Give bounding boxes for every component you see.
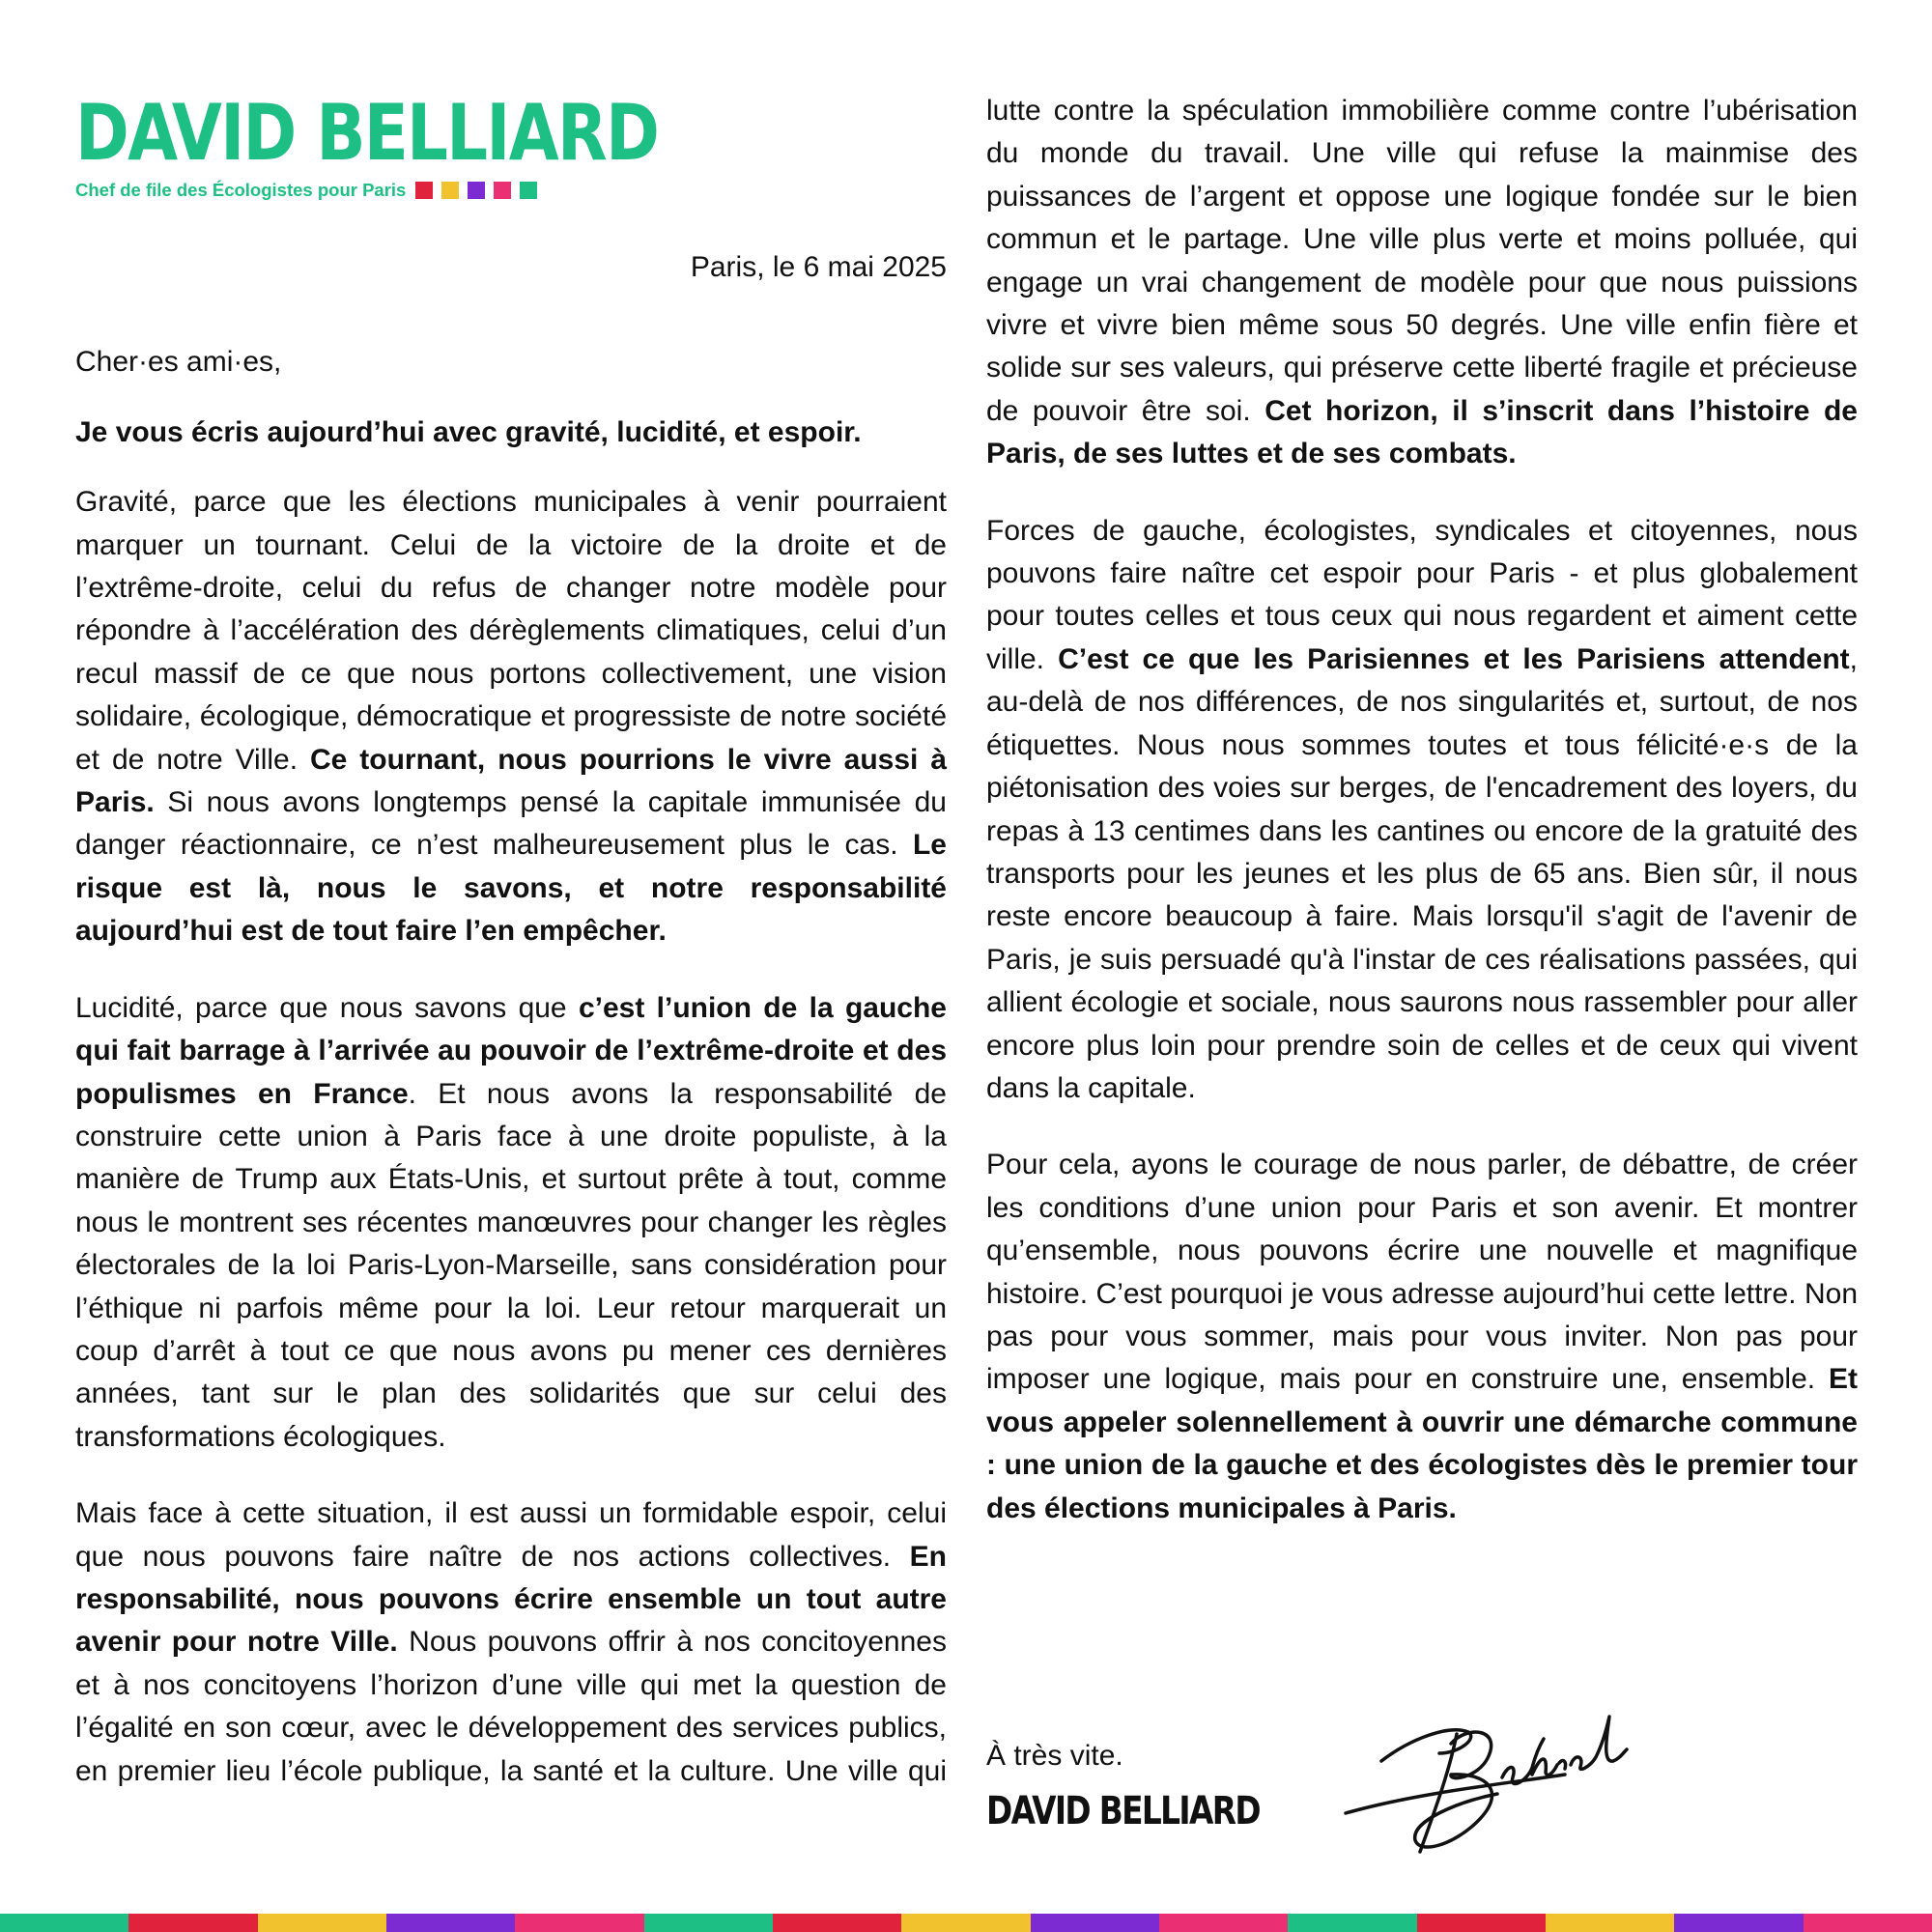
color-square: [494, 182, 511, 199]
brand-tagline: Chef de file des Écologistes pour Paris: [75, 180, 407, 200]
paragraph-text: Lucidité, parce que nous savons que: [75, 991, 579, 1024]
footer-stripe-segment: [1417, 1914, 1546, 1932]
footer-stripe-segment: [1031, 1914, 1159, 1932]
color-square: [520, 182, 537, 199]
letter-intro: [75, 412, 947, 454]
paragraph-lucidite: [75, 987, 947, 1459]
paragraph-text: lutte contre la spéculation immobilière comme contre l’ubérisation du monde du travail. Une ville qui refuse la mainmise des puissances de l’argent et oppose une logique fondée sur le bien commun et le partage. Une ville plus verte et moins polluée, qui engage un vrai changement de modèle pour que nous puissions vivre et vivre bien même sous 50 degrés. Une ville enfin fière et solide sur ses valeurs, qui préserve cette liberté fragile et précieuse de pouvoir être soi.: [986, 95, 1858, 427]
paragraph-emphasis: En responsabilité, nous pouvons écrire ensemble un tout autre avenir pour notre Ville.: [75, 1540, 947, 1659]
paragraph-emphasis: Et vous appeler solennellement à ouvrir une démarche commune : une union de la gauche et des écologistes dès le premier tour des élections municipales à Paris.: [986, 1363, 1858, 1524]
handwritten-signature: [1343, 1686, 1662, 1860]
paragraph-text: Mais face à cette situation, il est aussi un formidable espoir, celui que nous pouvons faire naître de nos actions collectives.: [75, 1497, 947, 1573]
paragraph-text: , au-delà de nos différences, de nos singularités et, surtout, de nos étiquettes. Nous nous sommes toutes et tous félicité·e·s de la piétonisation des voies sur berges, de l'encadrement des loyers, du repas à 13 centimes dans les cantines ou encore de la gratuité des transports pour les jeunes et les plus de 65 ans. Bien sûr, il nous reste encore beaucoup à faire. Mais lorsqu'il s'agit de l'avenir de Paris, je suis persuadé qu'à l'instar de ces réalisations passées, qui allient écologie et sociale, nous saurons nous rassembler pour aller encore plus loin pour prendre soin de celles et de ceux qui vivent dans la capitale.: [986, 642, 1858, 1104]
paragraph-text: Si nous avons longtemps pensé la capitale immunisée du danger réactionnaire, ce n’est malheureusement plus le cas.: [75, 786, 947, 862]
footer-stripe-segment: [386, 1914, 515, 1932]
letter-date: Paris, le 6 mai 2025: [690, 251, 947, 283]
letter-column-left: [75, 246, 947, 1827]
paragraph-espoir-continued: [986, 90, 1858, 476]
paragraph-emphasis: Cet horizon, il s’inscrit dans l’histoire de Paris, de ses luttes et de ses combats.: [986, 394, 1858, 470]
closing-line: À très vite.: [986, 1740, 1123, 1772]
color-square: [468, 182, 485, 199]
letterhead: [75, 88, 769, 201]
paragraph-forces: [986, 510, 1858, 1111]
paragraph-emphasis: c’est l’union de la gauche qui fait barrage à l’arrivée au pouvoir de l’extrême-droite et des populismes en France: [75, 991, 947, 1110]
color-square: [441, 182, 459, 199]
footer-stripe-segment: [901, 1914, 1030, 1932]
paragraph-emphasis: C’est ce que les Parisiennes et les Parisiens attendent: [1058, 642, 1850, 675]
paragraph-emphasis: Le risque est là, nous le savons, et notre responsabilité aujourd’hui est de tout faire l’en empêcher.: [75, 829, 947, 948]
signature-name: DAVID BELLIARD: [986, 1789, 1260, 1833]
footer-stripe-segment: [1159, 1914, 1288, 1932]
footer-stripe-segment: [0, 1914, 128, 1932]
letter-greeting: Cher·es ami·es,: [75, 346, 282, 379]
footer-stripe-segment: [258, 1914, 386, 1932]
paragraph-text: . Et nous avons la responsabilité de construire cette union à Paris face à une droite populiste, à la manière de Trump aux États-Unis, et surtout prête à tout, comme nous le montrent ses récentes manœuvres pour changer les règles électorales de la loi Paris-Lyon-Marseille, sans considération pour l’éthique ni parfois même pour la loi. Leur retour marquerait un coup d’arrêt à tout ce que nous avons pu mener ces dernières années, tant sur le plan des solidarités que sur celui des transformations écologiques.: [75, 1077, 947, 1453]
paragraph-text: Forces de gauche, écologistes, syndicales et citoyennes, nous pouvons faire naître cet espoir pour Paris - et plus globalement pour toutes celles et tous ceux qui nous regardent et aiment cette ville.: [986, 514, 1858, 675]
paragraph-gravite: [75, 481, 947, 952]
brand-name: DAVID BELLIARD: [75, 88, 659, 178]
paragraph-espoir: [75, 1492, 947, 1793]
footer-stripe-segment: [1674, 1914, 1803, 1932]
intro-text: Je vous écris aujourd’hui avec gravité, lucidité, et espoir.: [75, 415, 862, 448]
color-squares: [415, 182, 546, 199]
footer-stripe-segment: [644, 1914, 773, 1932]
footer-stripe-segment: [1288, 1914, 1416, 1932]
footer-stripe-segment: [1804, 1914, 1932, 1932]
letter-column-right: [986, 90, 1858, 1564]
color-square: [415, 182, 433, 199]
footer-stripe-segment: [128, 1914, 257, 1932]
paragraph-text: Pour cela, ayons le courage de nous parler, de débattre, de créer les conditions d’une union pour Paris et son avenir. Et montrer qu’ensemble, nous pouvons écrire une nouvelle et magnifique histoire. C’est pourquoi je vous adresse aujourd’hui cette lettre. Non pas pour vous sommer, mais pour vous inviter. Non pas pour imposer une logique, mais pour en construire une, ensemble.: [986, 1149, 1858, 1396]
footer-stripe-segment: [773, 1914, 901, 1932]
footer-color-bar: [0, 1914, 1932, 1932]
paragraph-emphasis: Ce tournant, nous pourrions le vivre aussi à Paris.: [75, 743, 948, 819]
brand-subline: [75, 180, 769, 201]
footer-stripe-segment: [1546, 1914, 1674, 1932]
paragraph-appel: [986, 1144, 1858, 1530]
paragraph-text: Gravité, parce que les élections municipales à venir pourraient marquer un tournant. Celui de la victoire de la droite et de l’extrême-droite, celui du refus de changer notre modèle pour répondre à l’accélération des dérèglements climatiques, celui d’un recul massif de ce que nous portons collectivement, une vision solidaire, écologique, démocratique et progressiste de notre société et de notre Ville.: [75, 486, 947, 776]
paragraph-text: Nous pouvons offrir à nos concitoyennes et à nos concitoyens l’horizon d’une ville qui met la question de l’égalité en son cœur, avec le développement des services publics, en premier lieu l’école publique, la santé et la culture. Une ville qui: [75, 1626, 947, 1787]
footer-stripe-segment: [515, 1914, 643, 1932]
